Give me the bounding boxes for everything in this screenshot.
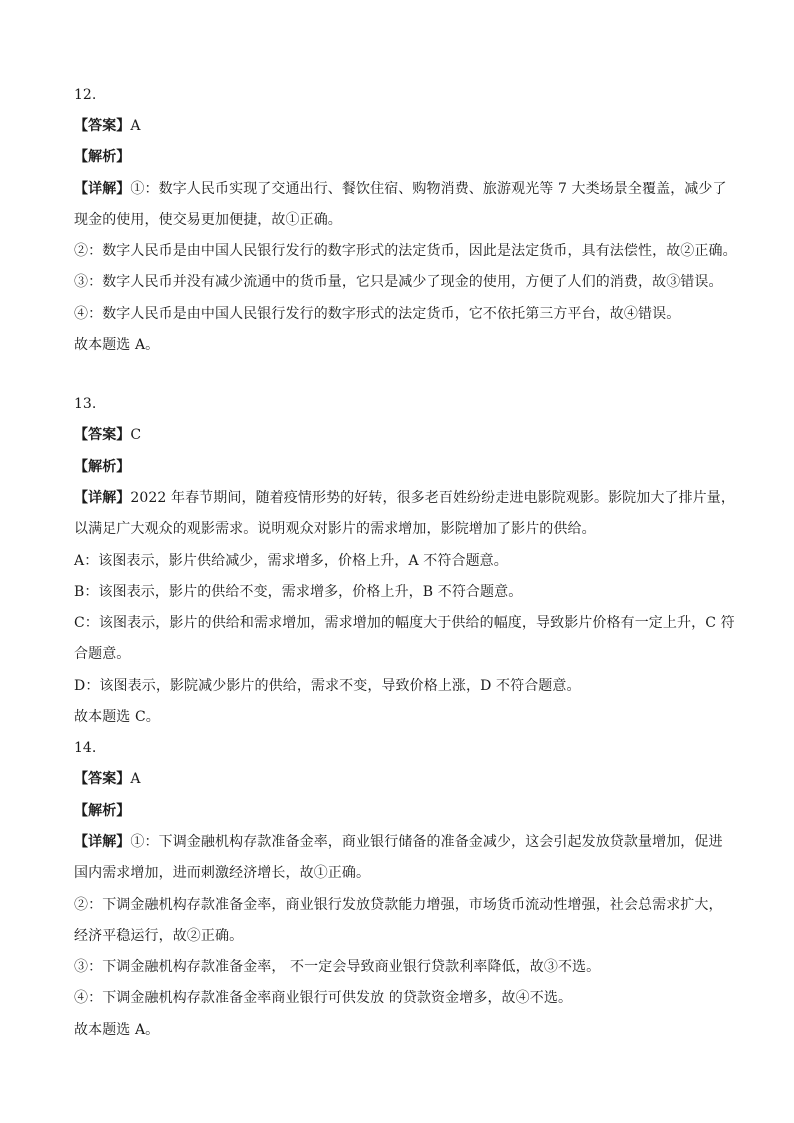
question-14 xyxy=(74,733,734,1046)
detail-line: A：该图表示，影片供给减少，需求增多，价格上升，A 不符合题意。 xyxy=(74,552,508,569)
question-number: 14. xyxy=(74,740,97,757)
conclusion-line: 故本题选 C。 xyxy=(74,709,160,726)
analysis-label: 【解析】 xyxy=(74,149,131,166)
analysis-label: 【解析】 xyxy=(74,802,131,819)
answer-label: 【答案】 xyxy=(74,771,131,788)
document-page xyxy=(74,80,737,1046)
detail-line: 以满足广大观众的观影需求。说明观众对影片的需求增加，影院增加了影片的供给。 xyxy=(74,521,596,538)
conclusion-line: 故本题选 A。 xyxy=(74,1021,160,1038)
answer-label: 【答案】 xyxy=(74,427,131,444)
detail-line: ②：数字人民币是由中国人民银行发行的数字形式的法定货币，因此是法定货币，具有法偿性，故②正确。 xyxy=(74,243,737,260)
answer-value: C xyxy=(130,427,142,444)
question-13 xyxy=(74,389,734,733)
answer-line xyxy=(74,420,734,451)
answer-value: A xyxy=(130,118,141,134)
question-number: 12. xyxy=(74,87,97,103)
question-12 xyxy=(74,80,737,361)
detail-label: 【详解】 xyxy=(74,489,131,506)
detail-line: 合题意。 xyxy=(74,646,131,663)
detail-line: 【详解】①：下调金融机构存款准备金率，商业银行储备的准备金减少，这会引起发放贷款量增加，促进 xyxy=(74,833,723,850)
detail-line: C：该图表示，影片的供给和需求增加，需求增加的幅度大于供给的幅度，导致影片价格有一定上升，C 符 xyxy=(74,615,735,632)
question-number: 13. xyxy=(74,396,97,413)
detail-line: ③：下调金融机构存款准备金率， 不一定会导致商业银行贷款利率降低，故③不选。 xyxy=(74,959,601,976)
detail-line: 国内需求增加，进而刺激经济增长，故①正确。 xyxy=(74,865,371,882)
detail-line: B：该图表示，影片的供给不变，需求增多，价格上升，B 不符合题意。 xyxy=(74,583,523,600)
detail-line: 经济平稳运行，故②正确。 xyxy=(74,927,244,944)
conclusion-line: 故本题选 A。 xyxy=(74,337,160,354)
detail-line: ③：数字人民币并没有减少流通中的货币量，它只是减少了现金的使用，方便了人们的消费，故③错误。 xyxy=(74,274,723,291)
answer-value: A xyxy=(130,771,141,788)
detail-line: 【详解】2022 年春节期间，随着疫情形势的好转，很多老百姓纷纷走进电影院观影。影院加大了排片量， xyxy=(74,489,735,506)
answer-label: 【答案】 xyxy=(74,118,131,134)
detail-line: D：该图表示，影院减少影片的供给，需求不变，导致价格上涨，D 不符合题意。 xyxy=(74,677,581,694)
detail-label: 【详解】 xyxy=(74,180,131,197)
answer-line xyxy=(74,764,734,795)
detail-line: ④：下调金融机构存款准备金率商业银行可供发放 的贷款资金增多，故④不选。 xyxy=(74,990,573,1007)
detail-line: 【详解】①：数字人民币实现了交通出行、餐饮住宿、购物消费、旅游观光等 7 大类场景全覆盖，减少了 xyxy=(74,180,727,197)
answer-line xyxy=(74,111,734,142)
section-gap xyxy=(74,361,734,389)
detail-line: ②：下调金融机构存款准备金率，商业银行发放贷款能力增强，市场货币流动性增强，社会总需求扩大， xyxy=(74,896,723,913)
detail-line: 现金的使用，使交易更加便捷，故①正确。 xyxy=(74,211,342,228)
detail-line: ④：数字人民币是由中国人民银行发行的数字形式的法定货币，它不依托第三方平台，故④错误。 xyxy=(74,305,681,322)
analysis-label: 【解析】 xyxy=(74,458,131,475)
detail-label: 【详解】 xyxy=(74,833,131,850)
